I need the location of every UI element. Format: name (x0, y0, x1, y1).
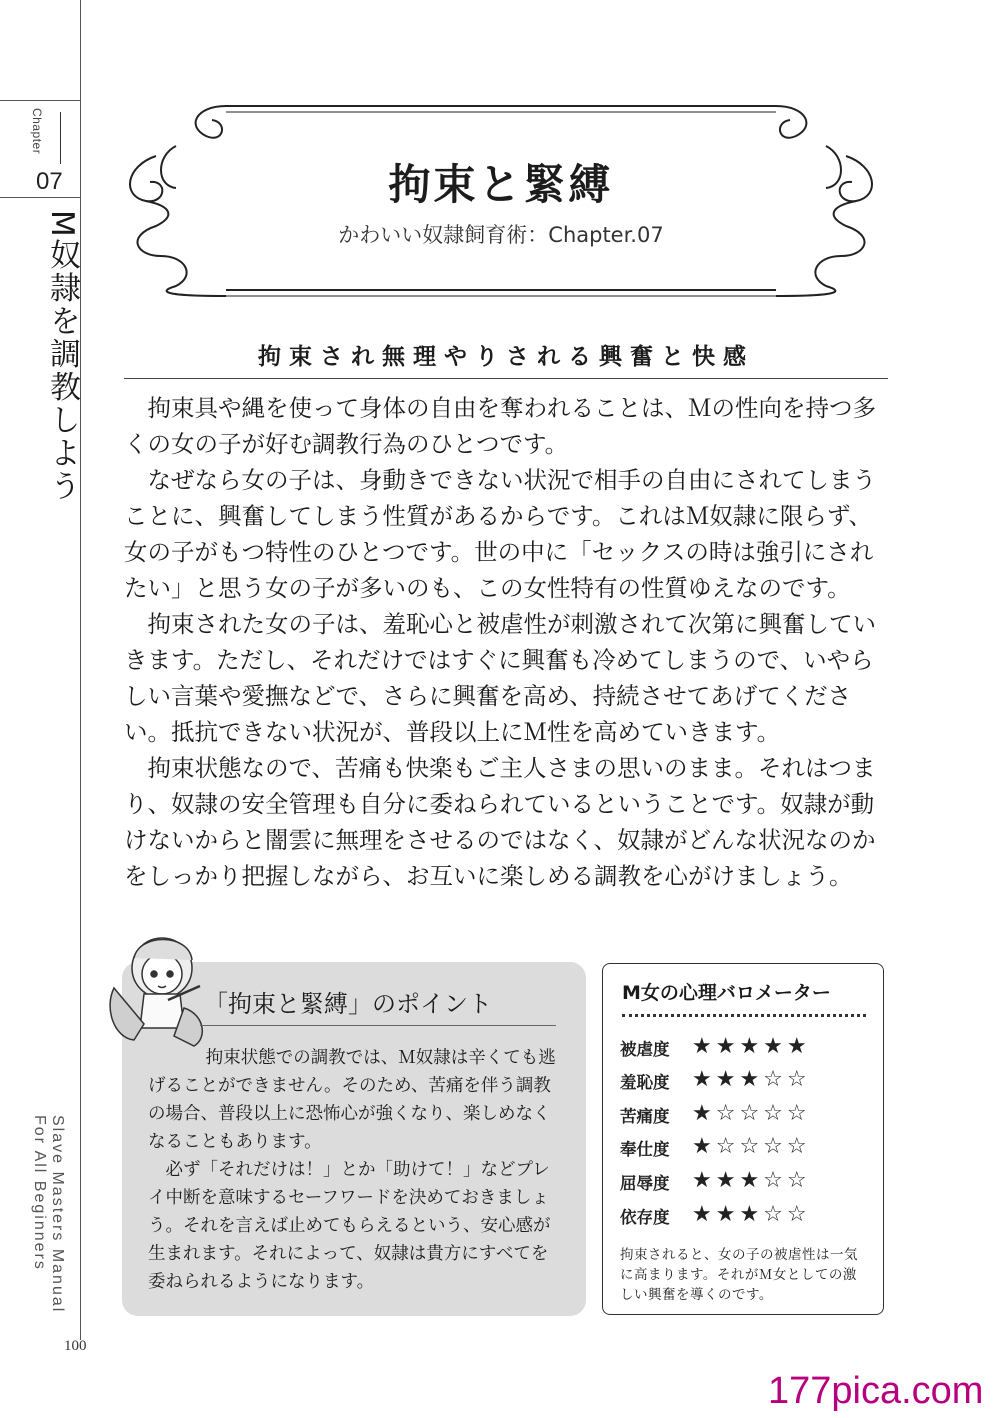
rating-label: 屈辱度 (620, 1174, 670, 1193)
point-paragraph: 拘束状態での調教では、Ｍ奴隷は辛くても逃げることができません。そのため、苦痛を伴う調教の場合、普段以上に恐怖心が強くなり、楽しめなくなることもあります。 (148, 1048, 556, 1152)
english-running-title: Slave Masters Manual For All Beginners (31, 1115, 66, 1314)
rating-row (620, 1034, 870, 1064)
rating-label: 羞恥度 (620, 1073, 670, 1092)
dotted-divider (622, 1014, 866, 1017)
chapter-label: Chapter (30, 108, 44, 155)
watermark: 177pica.com (768, 1370, 984, 1412)
body-paragraph: 拘束状態なので、苦痛も快楽もご主人さまの思いのまま。それはつまり、奴隷の安全管理も自分に委ねられているということです。奴隷が動けないからと闇雲に無理をさせるのではなく、奴隷がどんな状況なのかをしっかり把握しながら、お互いに楽しめる調教を心がけましょう。 (124, 754, 876, 890)
star-rating-icon: ★☆☆☆☆ (692, 1134, 811, 1159)
rating-row (620, 1202, 870, 1232)
point-text (148, 1044, 564, 1296)
star-rating-icon: ★★★☆☆ (692, 1202, 811, 1227)
body-paragraph: なぜなら女の子は、身動きできない状況で相手の自由にされてしまうことに、興奮してしまう性質があるからです。これはＭ奴隷に限らず、女の子がもつ特性のひとつです。世の中に「セックスの時は強引にされたい」と思う女の子が多いのも、この女性特有の性質ゆえなのです。 (124, 466, 876, 602)
point-paragraph: 必ず「それだけは！」とか「助けて！」などプレイ中断を意味するセーフワードを決めておきましょう。それを言えば止めてもらえるという、安心感が生まれます。それによって、奴隷は貴方にすべてを委ねられるようになります。 (148, 1160, 551, 1292)
body-paragraph: 拘束具や縄を使って身体の自由を奪われることは、Ｍの性向を持つ多くの女の子が好む調教行為のひとつです。 (124, 394, 876, 458)
rating-label: 苦痛度 (620, 1107, 670, 1126)
rating-row (620, 1067, 870, 1097)
running-title: M奴隷を調教しよう (44, 210, 80, 503)
rating-row (620, 1101, 870, 1131)
rating-row (620, 1134, 870, 1164)
body-text (124, 390, 888, 894)
point-title: 「拘束と緊縛」のポイント (204, 990, 492, 1018)
star-rating-icon: ★★★☆☆ (692, 1067, 811, 1092)
body-paragraph: 拘束された女の子は、羞恥心と被虐性が刺激されて次第に興奮していきます。ただし、それだけではすぐに興奮も冷めてしまうので、いやらしい言葉や愛撫などで、さらに興奮を高め、持続させてあげてください。抵抗できない状況が、普段以上にＭ性を高めていきます。 (124, 610, 876, 746)
barometer-note: 拘束されると、女の子の被虐性は一気に高まります。それがＭ女としての激しい興奮を導くのです。 (620, 1247, 858, 1303)
rating-label: 被虐度 (620, 1040, 670, 1059)
point-divider (200, 1025, 556, 1026)
page-title: 拘束と緊縛 (388, 160, 614, 209)
page-number: 100 (64, 1338, 87, 1354)
rating-label: 奉仕度 (620, 1140, 670, 1159)
margin-rule (80, 0, 81, 1340)
rating-label: 依存度 (620, 1208, 670, 1227)
chapter-number: 07 (36, 168, 63, 195)
mascot-illustration-icon (104, 928, 212, 1052)
barometer-title: M女の心理バロメーター (622, 982, 831, 1004)
star-rating-icon: ★☆☆☆☆ (692, 1101, 811, 1126)
page-subtitle: かわいい奴隷飼育術：Chapter.07 (338, 223, 664, 247)
section-heading: 拘束され無理やりされる興奮と快感 (258, 344, 754, 370)
star-rating-icon: ★★★☆☆ (692, 1168, 811, 1193)
chapter-divider (60, 112, 61, 164)
section-divider (124, 378, 888, 379)
star-rating-icon: ★★★★★ (692, 1034, 811, 1059)
rating-row (620, 1168, 870, 1198)
